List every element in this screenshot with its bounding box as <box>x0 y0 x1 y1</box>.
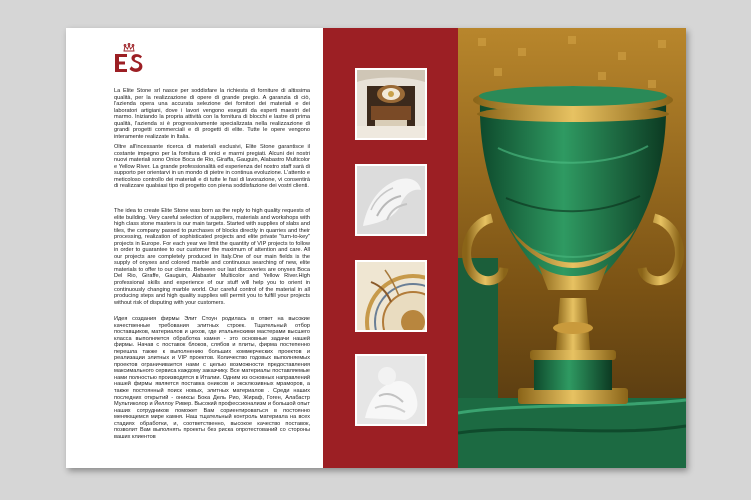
paragraph-english: The idea to create Elite Stone was born as the reply to high quality requests of elite building. Very careful selection of suppliers, materials and workshops with high class stone masters is our main targets. Started with supplies of slabs and tiles, the company passed to purchases of blocks directly in quarries and their processing, realization of sophisticated projects and elite private "turn-to-key" projects in Europe. For each year we limit the quantity of VIP projects to follow in order to guarantee to our customer the maximum of attention and care. All our projects are completely produced in Italy.One of our main fields is the supply of onyxes and colored marble and continuous searching of new, elite materials to offer to our clients. Between our last discoveries are onyxes Boca Del Rio, Giraffe, Gauguin, Alabaster Multicolor and Yellow River.High professional skills and experience of our stuff will help you to orient in continuously changing marble world. Our careful control of the material in all producing steps and high quality supplies will permit you to fulfill your projects without risk of disputing with your customers. <box>114 208 310 306</box>
malachite-vase-photo <box>458 28 686 468</box>
vase-image <box>458 28 686 468</box>
red-panel <box>323 28 458 468</box>
carving-image <box>357 166 425 234</box>
paragraph-italian-1: La Elite Stone srl nasce per soddisfare la richiesta di forniture di altissima qualità, per la realizzazione di opere di grande pregio. A garanzia di ciò, l'azienda opera una accurata selezione dei fornitori dei materiali e dei laboratori artigiani, dove i lavori vengono eseguiti da esperti maestri del marmo. Iniziando la propria attività con la fornitura di blocchi e lastre di prima qualità, l'azienda si è progressivamente specializzata nella realizzazione di grandi progetti commerciali e di progetti di elite. Tutte le opere vengono interamente realizzate in Italia. <box>114 88 310 140</box>
logo-icon <box>112 42 146 78</box>
elite-stone-logo <box>112 42 146 78</box>
paragraph-italian-2: Oltre all'incessante ricerca di materiali esclusivi, Elite Stone garantisce il costante impegno per la fornitura di onici e marmi pregiati. Alcuni dei nostri nuovi materiali sono Onice Boca de Rio, Giraffa, Gauguin, Alabastro Multicolor e Yellow River. La grande professionalità ed esperienza del nostro staff sarà di supporto per orientarvi in un mondo di pietre in continua evoluzione. L'attento e meticoloso controllo dei materiali e di tutte le fasi di lavorazione, vi consentirà di realizzare qualsiasi tipo di progetto con piena soddisfazione dei vostri clienti. <box>114 144 310 190</box>
brochure-spread <box>66 28 686 468</box>
thumbnail-mosaic-floor <box>355 260 427 332</box>
thumbnail-sculpture <box>355 354 427 426</box>
sculpture-image <box>357 356 425 424</box>
thumbnail-carved-stone <box>355 164 427 236</box>
thumbnail-dome-interior <box>355 68 427 140</box>
mosaic-image <box>357 262 425 330</box>
dome-image <box>357 70 425 138</box>
paragraph-russian: Идея создания фирмы Элит Стоун родилась в ответ на высокие качественные требования элитных строек. Тщательный отбор поставщиков, материалов и цехов, где итальянскими мастерами высшего класса выполняется обработка камня - это основные задачи нашей фирмы. Начав с поставок блоков, слябов и плиты, фирма постепенно перешла также к выполнению больших коммерческих проектов и реализации элитных и VIP проектов. Количество годовых выполняемых проектов ограничивается нами с целью возможности предоставления максимального сервиса каждому заказчику. Все материалы поставляемые нами полностью производятся в Италии. Одним из основных направлений нашей фирмы является поставка ониксов и эксклюзивных мраморов, а также постоянный поиск новых, элитных материалов . Среди наших последних открытий - ониксы Бока Дель Рио, Жираф, Гоген, Алабастр Мультиколор и Йеллоу Ривер. Высокий профессионализм и большой опыт наших сотрудников поможет Вам сориентироваться в постоянно меняющемся мире камня. Наш тщательный контроль материала на всех стадиях обработки, и, соответственно, высокое качество поставок, позволит Вам выполнять проекты без риска опротестований со стороны ваших клиентов <box>114 316 310 440</box>
text-page <box>66 28 323 468</box>
